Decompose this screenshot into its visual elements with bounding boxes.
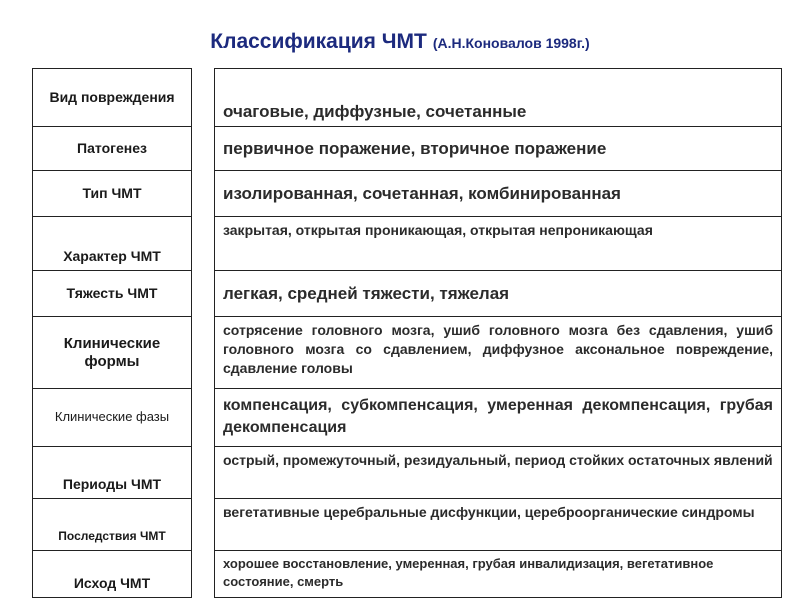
row-label: Исход ЧМТ (73, 574, 151, 591)
label-cell (33, 499, 191, 551)
row-value: очаговые, диффузные, сочетанные (223, 101, 527, 121)
value-cell (215, 551, 781, 597)
value-cell (215, 447, 781, 499)
value-cell (215, 171, 781, 217)
value-column (214, 68, 782, 598)
value-cell (215, 69, 781, 127)
label-cell (33, 447, 191, 499)
row-label: Характер ЧМТ (63, 247, 161, 264)
value-cell (215, 217, 781, 271)
row-label: Патогенез (77, 140, 147, 157)
title-main: Классификация ЧМТ (210, 30, 427, 53)
label-cell (33, 69, 191, 127)
row-value: изолированная, сочетанная, комбинированная (223, 183, 621, 203)
row-label: Клинические формы (63, 335, 161, 370)
value-cell (215, 389, 781, 447)
value-cell (215, 317, 781, 389)
label-cell (33, 171, 191, 217)
row-label: Клинические фазы (54, 409, 170, 425)
row-label: Последствия ЧМТ (58, 529, 166, 544)
label-cell (33, 389, 191, 447)
label-cell (33, 271, 191, 317)
row-value: первичное поражение, вторичное поражение (223, 138, 607, 158)
row-label: Тип ЧМТ (82, 185, 142, 202)
row-value: сотрясение головного мозга, ушиб головного мозга без сдавления, ушиб головного мозга со сдавлением, диффузное аксональное повреждение, сдавление головы (223, 322, 773, 376)
row-value: острый, промежуточный, резидуальный, период стойких остаточных явлений (223, 452, 773, 468)
row-label: Вид повреждения (49, 89, 175, 106)
value-cell (215, 271, 781, 317)
row-value: закрытая, открытая проникающая, открытая непроникающая (223, 222, 653, 238)
row-value: легкая, средней тяжести, тяжелая (223, 283, 510, 303)
row-label: Тяжесть ЧМТ (66, 285, 158, 302)
row-value: хорошее восстановление, умеренная, грубая инвалидизация, вегетативное состояние, смерть (223, 556, 714, 590)
value-cell (215, 127, 781, 171)
label-cell (33, 317, 191, 389)
label-cell (33, 217, 191, 271)
label-cell (33, 127, 191, 171)
row-value: компенсация, субкомпенсация, умеренная декомпенсация, грубая декомпенсация (223, 397, 773, 436)
title-subtitle: (А.Н.Коновалов 1998г.) (432, 35, 590, 51)
category-column (32, 68, 192, 598)
row-label: Периоды ЧМТ (62, 475, 162, 492)
row-value: вегетативные церебральные дисфункции, цереброорганические синдромы (223, 504, 755, 520)
page-title (0, 30, 800, 54)
value-cell (215, 499, 781, 551)
label-cell (33, 551, 191, 597)
